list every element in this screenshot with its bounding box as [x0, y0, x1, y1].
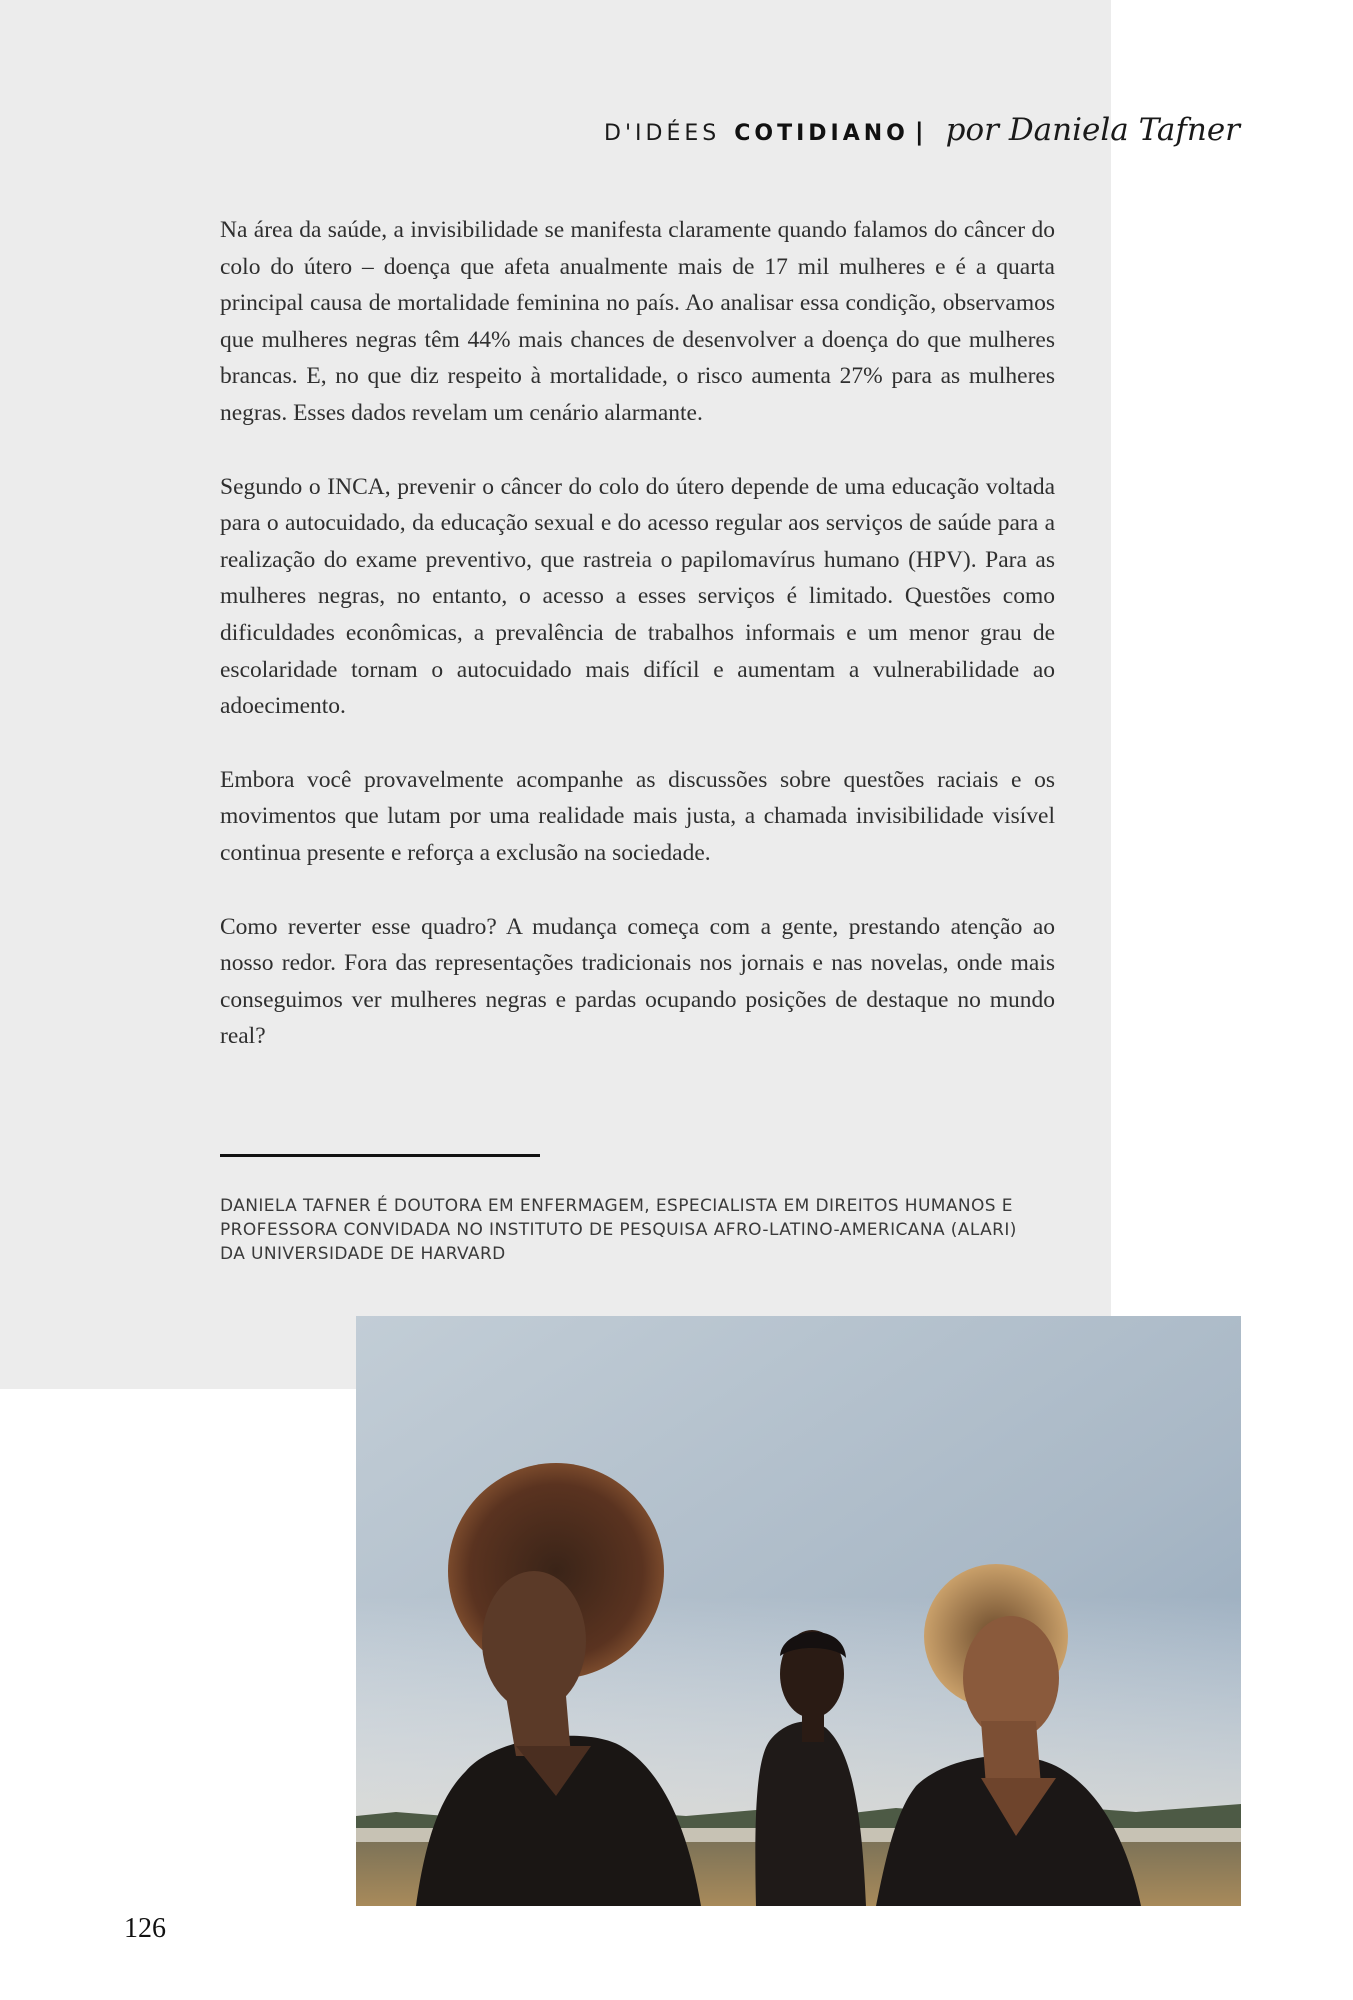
page-number: 126	[124, 1913, 166, 1944]
photo-three-people-in-field	[356, 1316, 1241, 1906]
divider-rule	[220, 1154, 540, 1157]
author-bio: DANIELA TAFNER É DOUTORA EM ENFERMAGEM, ESPECIALISTA EM DIREITOS HUMANOS E PROFESSORA CONVIDADA NO INSTITUTO DE PESQUISA AFRO-LATINO-AMERICANA (ALARI) DA UNIVERSIDADE DE HARVARD	[220, 1196, 1017, 1264]
article-photo	[356, 1316, 1241, 1906]
paragraph: Embora você provavelmente acompanhe as discussões sobre questões raciais e os movimentos que lutam por uma realidade mais justa, a chamada invisibilidade visível continua presente e reforça a exclusão na sociedade.	[220, 766, 1055, 866]
paragraph: Como reverter esse quadro? A mudança começa com a gente, prestando atenção ao nosso redor. Fora das representações tradicionais nos jornais e nas novelas, onde mais conseguimos ver mulheres negras e pardas ocupando posições de destaque no mundo real?	[220, 913, 1055, 1050]
paragraph: Segundo o INCA, prevenir o câncer do colo do útero depende de uma educação voltada para o autocuidado, da educação sexual e do acesso regular aos serviços de saúde para a realização do exame preventivo, que rastreia o papilomavírus humano (HPV). Para as mulheres negras, no entanto, o acesso a esses serviços é limitado. Questões como dificuldades econômicas, a prevalência de trabalhos informais e um menor grau de escolaridade tornam o autocuidado mais difícil e aumentam a vulnerabilidade ao adoecimento.	[220, 473, 1055, 720]
article-body	[220, 212, 1055, 1092]
author-byline: por Daniela Tafner	[945, 112, 1240, 148]
paragraph: Na área da saúde, a invisibilidade se manifesta claramente quando falamos do câncer do colo do útero – doença que afeta anualmente mais de 17 mil mulheres e é a quarta principal causa de mortalidade feminina no país. Ao analisar essa condição, observamos que mulheres negras têm 44% mais chances de desenvolver a doença do que mulheres brancas. E, no que diz respeito à mortalidade, o risco aumenta 27% para as mulheres negras. Esses dados revelam um cenário alarmante.	[220, 217, 1055, 426]
publication-name: D'IDÉES	[604, 121, 721, 146]
header-separator: |	[914, 118, 924, 146]
section-name: COTIDIANO	[734, 121, 909, 146]
page-header	[604, 112, 1240, 152]
